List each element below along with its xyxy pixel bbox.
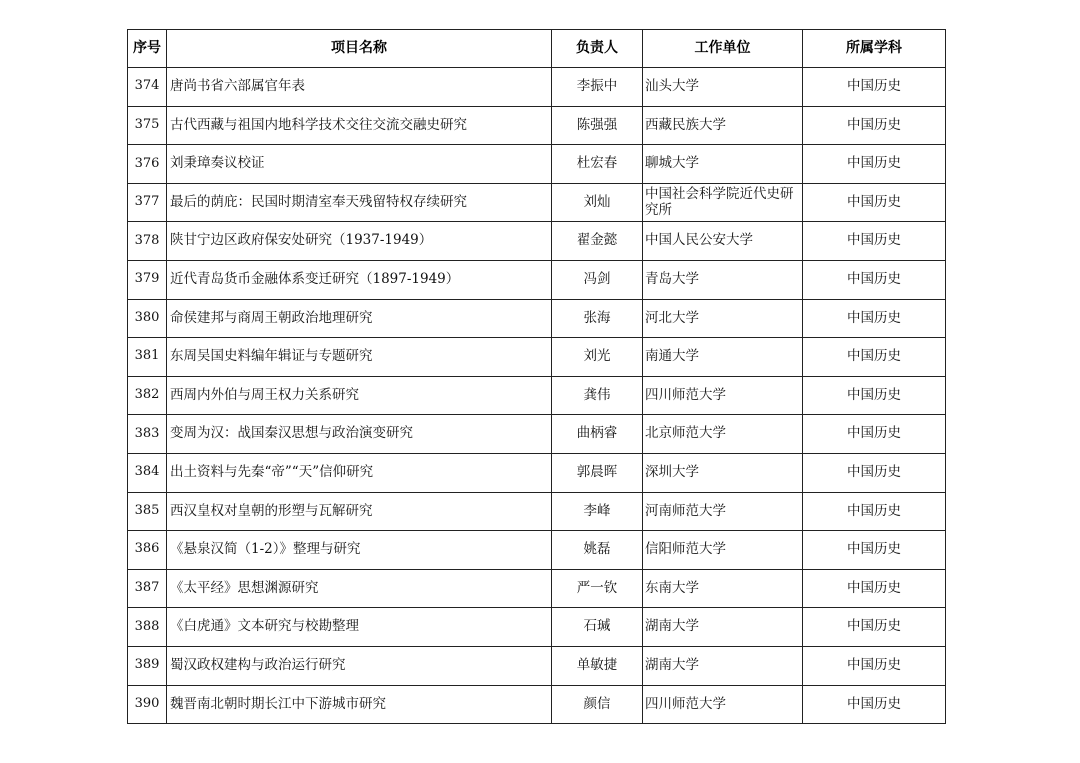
project-list-page [127, 29, 945, 724]
cell-serial-number: 379 [128, 260, 167, 299]
cell-subject: 中国历史 [803, 415, 946, 454]
cell-subject: 中国历史 [803, 338, 946, 377]
table-row [128, 531, 946, 570]
table-row [128, 685, 946, 724]
cell-subject: 中国历史 [803, 183, 946, 222]
header-serial-number: 序号 [128, 30, 167, 68]
cell-project-name: 《白虎通》文本研究与校勘整理 [167, 608, 552, 647]
header-principal: 负责人 [552, 30, 643, 68]
cell-project-name: 《太平经》思想渊源研究 [167, 569, 552, 608]
header-project-name: 项目名称 [167, 30, 552, 68]
table-row [128, 183, 946, 222]
cell-serial-number: 378 [128, 222, 167, 261]
table-header-row [128, 30, 946, 68]
cell-principal: 杜宏春 [552, 145, 643, 184]
cell-principal: 曲柄睿 [552, 415, 643, 454]
cell-subject: 中国历史 [803, 299, 946, 338]
cell-principal: 李峰 [552, 492, 643, 531]
table-row [128, 415, 946, 454]
cell-project-name: 西周内外伯与周王权力关系研究 [167, 376, 552, 415]
cell-project-name: 古代西藏与祖国内地科学技术交往交流交融史研究 [167, 106, 552, 145]
cell-principal: 郭晨晖 [552, 453, 643, 492]
cell-work-unit: 四川师范大学 [643, 376, 803, 415]
cell-work-unit: 深圳大学 [643, 453, 803, 492]
cell-principal: 张海 [552, 299, 643, 338]
cell-principal: 颜信 [552, 685, 643, 724]
cell-work-unit: 青岛大学 [643, 260, 803, 299]
cell-subject: 中国历史 [803, 453, 946, 492]
cell-work-unit: 四川师范大学 [643, 685, 803, 724]
cell-serial-number: 380 [128, 299, 167, 338]
cell-principal: 单敏捷 [552, 646, 643, 685]
cell-project-name: 近代青岛货币金融体系变迁研究（1897-1949） [167, 260, 552, 299]
cell-subject: 中国历史 [803, 145, 946, 184]
cell-serial-number: 382 [128, 376, 167, 415]
table-row [128, 145, 946, 184]
cell-work-unit: 东南大学 [643, 569, 803, 608]
table-row [128, 569, 946, 608]
cell-work-unit: 中国社会科学院近代史研究所 [643, 183, 803, 222]
table-row [128, 106, 946, 145]
cell-project-name: 陕甘宁边区政府保安处研究（1937-1949） [167, 222, 552, 261]
cell-principal: 冯剑 [552, 260, 643, 299]
table-row [128, 299, 946, 338]
cell-serial-number: 390 [128, 685, 167, 724]
project-table [127, 29, 946, 724]
cell-project-name: 《悬泉汉简（1-2）》整理与研究 [167, 531, 552, 570]
cell-subject: 中国历史 [803, 531, 946, 570]
cell-serial-number: 375 [128, 106, 167, 145]
cell-serial-number: 374 [128, 68, 167, 107]
cell-subject: 中国历史 [803, 222, 946, 261]
cell-serial-number: 388 [128, 608, 167, 647]
table-row [128, 646, 946, 685]
cell-work-unit: 湖南大学 [643, 608, 803, 647]
cell-principal: 翟金懿 [552, 222, 643, 261]
cell-subject: 中国历史 [803, 376, 946, 415]
cell-work-unit: 河南师范大学 [643, 492, 803, 531]
cell-principal: 严一钦 [552, 569, 643, 608]
cell-principal: 龚伟 [552, 376, 643, 415]
cell-work-unit: 中国人民公安大学 [643, 222, 803, 261]
cell-project-name: 最后的荫庇：民国时期清室奉天残留特权存续研究 [167, 183, 552, 222]
cell-work-unit: 河北大学 [643, 299, 803, 338]
cell-subject: 中国历史 [803, 646, 946, 685]
cell-serial-number: 389 [128, 646, 167, 685]
table-row [128, 260, 946, 299]
cell-project-name: 西汉皇权对皇朝的形塑与瓦解研究 [167, 492, 552, 531]
cell-serial-number: 385 [128, 492, 167, 531]
cell-subject: 中国历史 [803, 685, 946, 724]
table-row [128, 338, 946, 377]
cell-principal: 刘光 [552, 338, 643, 377]
cell-project-name: 蜀汉政权建构与政治运行研究 [167, 646, 552, 685]
cell-project-name: 刘秉璋奏议校证 [167, 145, 552, 184]
cell-work-unit: 汕头大学 [643, 68, 803, 107]
cell-project-name: 魏晋南北朝时期长江中下游城市研究 [167, 685, 552, 724]
cell-principal: 姚磊 [552, 531, 643, 570]
cell-principal: 李振中 [552, 68, 643, 107]
table-row [128, 222, 946, 261]
cell-serial-number: 376 [128, 145, 167, 184]
cell-serial-number: 386 [128, 531, 167, 570]
table-row [128, 68, 946, 107]
cell-serial-number: 387 [128, 569, 167, 608]
cell-work-unit: 北京师范大学 [643, 415, 803, 454]
cell-subject: 中国历史 [803, 608, 946, 647]
cell-project-name: 命侯建邦与商周王朝政治地理研究 [167, 299, 552, 338]
cell-work-unit: 湖南大学 [643, 646, 803, 685]
cell-serial-number: 377 [128, 183, 167, 222]
cell-subject: 中国历史 [803, 569, 946, 608]
cell-work-unit: 西藏民族大学 [643, 106, 803, 145]
cell-principal: 刘灿 [552, 183, 643, 222]
cell-work-unit: 聊城大学 [643, 145, 803, 184]
cell-work-unit: 信阳师范大学 [643, 531, 803, 570]
cell-principal: 石瑊 [552, 608, 643, 647]
table-row [128, 608, 946, 647]
cell-project-name: 东周吴国史料编年辑证与专题研究 [167, 338, 552, 377]
cell-subject: 中国历史 [803, 106, 946, 145]
table-row [128, 376, 946, 415]
cell-project-name: 唐尚书省六部属官年表 [167, 68, 552, 107]
cell-work-unit: 南通大学 [643, 338, 803, 377]
cell-serial-number: 381 [128, 338, 167, 377]
header-subject: 所属学科 [803, 30, 946, 68]
header-work-unit: 工作单位 [643, 30, 803, 68]
table-row [128, 453, 946, 492]
cell-project-name: 变周为汉：战国秦汉思想与政治演变研究 [167, 415, 552, 454]
cell-subject: 中国历史 [803, 68, 946, 107]
cell-subject: 中国历史 [803, 492, 946, 531]
cell-serial-number: 383 [128, 415, 167, 454]
table-row [128, 492, 946, 531]
cell-project-name: 出土资料与先秦“帝”“天”信仰研究 [167, 453, 552, 492]
cell-principal: 陈强强 [552, 106, 643, 145]
cell-serial-number: 384 [128, 453, 167, 492]
cell-subject: 中国历史 [803, 260, 946, 299]
